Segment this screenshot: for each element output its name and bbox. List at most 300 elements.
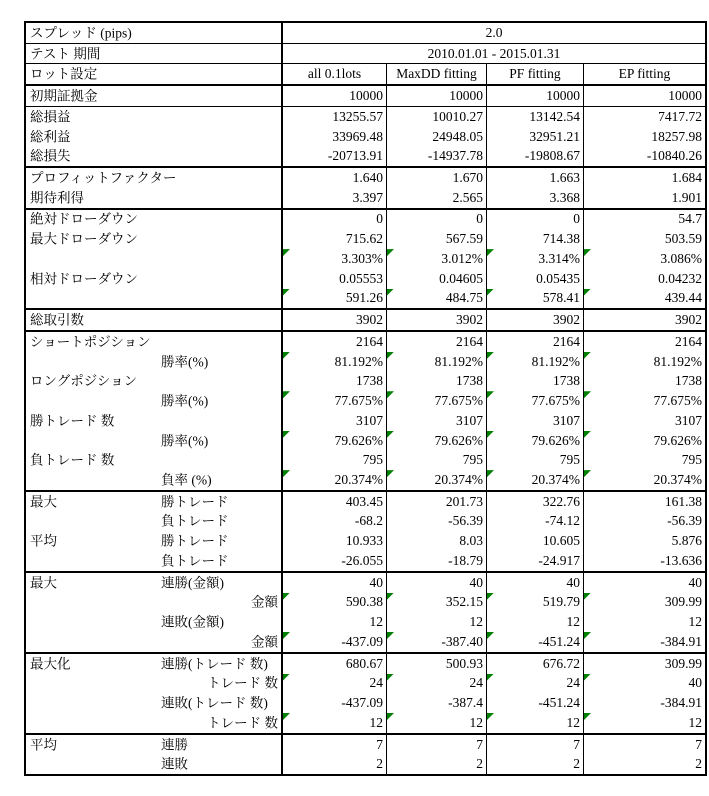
table-row	[26, 44, 705, 65]
merged-value-cell[interactable]: 2010.01.01 - 2015.01.31	[427, 45, 561, 61]
value-cell[interactable]	[387, 310, 487, 330]
cell-value: 3107	[675, 412, 702, 428]
row-label-cell[interactable]	[26, 107, 283, 127]
value-cell[interactable]	[487, 573, 584, 593]
value-cell[interactable]	[387, 632, 487, 652]
value-cell[interactable]	[487, 146, 584, 166]
cell-value: 77.675%	[531, 393, 580, 409]
row-label-cell[interactable]	[26, 411, 283, 431]
cell-value: 13255.57	[332, 108, 383, 124]
value-cell[interactable]	[487, 632, 584, 652]
row-sublabel: 金額	[251, 594, 278, 610]
green-triangle-icon	[387, 352, 394, 359]
value-cell[interactable]	[283, 654, 387, 674]
value-cell[interactable]	[584, 713, 705, 733]
cell-value: 10000	[546, 88, 580, 104]
cell-value: 33969.48	[332, 128, 383, 144]
value-cell[interactable]	[283, 210, 387, 230]
row-sublabel: 連敗	[161, 756, 188, 772]
column-header-cell[interactable]	[387, 64, 487, 84]
value-cell[interactable]	[487, 693, 584, 713]
value-cell[interactable]	[387, 229, 487, 249]
row-label-cell[interactable]	[26, 64, 283, 84]
row-label-cell[interactable]	[26, 249, 283, 269]
value-cell[interactable]	[487, 188, 584, 208]
value-cell[interactable]	[487, 310, 584, 330]
green-triangle-icon	[487, 391, 494, 398]
value-cell[interactable]	[487, 713, 584, 733]
value-cell[interactable]	[283, 674, 387, 694]
value-cell[interactable]	[584, 249, 705, 269]
cell-value: 484.75	[445, 290, 483, 306]
row-sublabel: トレード 数	[207, 715, 278, 731]
value-cell[interactable]	[283, 450, 387, 470]
cell-value: 500.93	[445, 655, 483, 671]
value-cell[interactable]	[387, 512, 487, 532]
cell-value: -451.24	[538, 695, 580, 711]
cell-value: 0.05553	[339, 270, 383, 286]
row-label: プロフィットファクター	[30, 170, 177, 186]
cell-value: 12	[566, 614, 580, 630]
value-cell[interactable]	[487, 492, 584, 512]
value-cell[interactable]	[387, 188, 487, 208]
cell-value: 3.368	[549, 189, 580, 205]
value-cell[interactable]	[487, 431, 584, 451]
green-triangle-icon	[487, 593, 494, 600]
table-row	[26, 289, 705, 311]
cell-value: 10010.27	[432, 108, 483, 124]
value-cell[interactable]	[487, 229, 584, 249]
value-cell[interactable]	[487, 612, 584, 632]
cell-value: 2164	[675, 333, 702, 349]
value-cell[interactable]	[283, 146, 387, 166]
cell-value: 3.086%	[660, 250, 702, 266]
cell-value: 2	[695, 756, 702, 772]
value-cell[interactable]	[283, 249, 387, 269]
value-cell[interactable]	[487, 269, 584, 289]
value-cell[interactable]	[283, 269, 387, 289]
row-label-cell[interactable]	[26, 44, 283, 64]
value-cell[interactable]	[584, 371, 705, 391]
value-cell[interactable]	[487, 332, 584, 352]
value-cell[interactable]	[283, 411, 387, 431]
cell-value: 20.374%	[434, 472, 483, 488]
value-cell[interactable]	[283, 107, 387, 127]
cell-value: 20.374%	[334, 472, 383, 488]
cell-value: 309.99	[664, 594, 702, 610]
value-cell[interactable]	[387, 210, 487, 230]
cell-value: 7	[376, 736, 383, 752]
row-label-cell[interactable]	[26, 492, 283, 512]
row-label-cell[interactable]	[26, 86, 283, 106]
cell-value: 10000	[349, 88, 383, 104]
value-cell[interactable]	[283, 332, 387, 352]
green-triangle-icon	[487, 352, 494, 359]
table-row	[26, 23, 705, 44]
row-sublabel: 連勝	[161, 736, 188, 752]
cell-value: 10000	[449, 88, 483, 104]
green-triangle-icon	[387, 713, 394, 720]
value-cell[interactable]	[584, 450, 705, 470]
value-cell[interactable]	[584, 391, 705, 411]
row-label-cell[interactable]	[26, 531, 283, 551]
table-row	[26, 210, 705, 230]
value-cell[interactable]	[487, 551, 584, 571]
row-label-cell[interactable]	[26, 654, 283, 674]
value-cell[interactable]	[584, 632, 705, 652]
value-cell[interactable]	[387, 289, 487, 309]
row-label-cell[interactable]	[26, 735, 283, 755]
value-cell[interactable]	[487, 470, 584, 490]
cell-value: 12	[469, 614, 483, 630]
table-row	[26, 107, 705, 127]
green-triangle-icon	[283, 352, 290, 359]
value-cell[interactable]	[487, 754, 584, 774]
value-cell[interactable]	[387, 654, 487, 674]
row-label-cell[interactable]	[26, 127, 283, 147]
row-label: ロット設定	[30, 66, 98, 82]
cell-value: 1.901	[671, 189, 702, 205]
row-sublabel: 勝率(%)	[161, 353, 209, 369]
row-label-cell[interactable]	[26, 391, 283, 411]
value-cell[interactable]	[283, 593, 387, 613]
value-cell[interactable]	[387, 531, 487, 551]
green-triangle-icon	[387, 593, 394, 600]
row-label-cell[interactable]	[26, 229, 283, 249]
value-cell[interactable]	[584, 352, 705, 372]
table-row	[26, 693, 705, 713]
value-cell[interactable]	[387, 450, 487, 470]
value-cell[interactable]	[387, 754, 487, 774]
row-label: 最大	[30, 494, 57, 509]
value-cell[interactable]	[584, 735, 705, 755]
table-row	[26, 86, 705, 107]
value-cell[interactable]	[487, 210, 584, 230]
value-cell[interactable]	[283, 612, 387, 632]
cell-value: 591.26	[345, 290, 383, 306]
row-label-cell[interactable]	[26, 573, 283, 593]
value-cell[interactable]	[584, 210, 705, 230]
cell-value: 3107	[553, 412, 580, 428]
green-triangle-icon	[584, 470, 591, 477]
table-row	[26, 332, 705, 352]
value-cell[interactable]	[283, 127, 387, 147]
value-cell[interactable]	[487, 371, 584, 391]
value-cell[interactable]	[584, 754, 705, 774]
value-cell[interactable]	[283, 512, 387, 532]
value-cell[interactable]	[387, 269, 487, 289]
value-cell[interactable]	[487, 86, 584, 106]
column-header-cell[interactable]	[487, 64, 584, 84]
value-cell[interactable]	[487, 735, 584, 755]
value-cell[interactable]	[584, 168, 705, 188]
value-cell[interactable]	[283, 713, 387, 733]
value-cell[interactable]	[283, 632, 387, 652]
green-triangle-icon	[584, 431, 591, 438]
value-cell[interactable]	[584, 289, 705, 309]
value-cell[interactable]	[584, 573, 705, 593]
cell-value: 2164	[553, 333, 580, 349]
cell-value: 1738	[456, 373, 483, 389]
column-header-label: MaxDD fitting	[396, 66, 477, 82]
value-cell[interactable]	[387, 735, 487, 755]
value-cell[interactable]	[283, 229, 387, 249]
green-triangle-icon	[487, 249, 494, 256]
value-cell[interactable]	[283, 573, 387, 593]
value-cell[interactable]	[584, 593, 705, 613]
row-label-cell[interactable]	[26, 470, 283, 490]
row-label-cell[interactable]	[26, 289, 283, 309]
value-cell[interactable]	[387, 371, 487, 391]
row-label: ショートポジション	[30, 334, 151, 350]
cell-value: 3107	[356, 412, 383, 428]
cell-value: 81.192%	[434, 353, 483, 369]
value-cell[interactable]	[584, 551, 705, 571]
column-header-cell[interactable]	[584, 64, 705, 84]
value-cell[interactable]	[584, 431, 705, 451]
cell-value: 1.670	[452, 170, 483, 185]
value-cell[interactable]	[387, 332, 487, 352]
value-cell[interactable]	[487, 289, 584, 309]
row-label-cell[interactable]	[26, 593, 283, 613]
value-cell[interactable]	[283, 352, 387, 372]
value-cell[interactable]	[283, 754, 387, 774]
cell-value: 79.626%	[434, 432, 483, 448]
value-cell[interactable]	[487, 593, 584, 613]
row-label-cell[interactable]	[26, 168, 283, 188]
value-cell[interactable]	[283, 289, 387, 309]
value-cell[interactable]	[387, 713, 487, 733]
cell-value: 81.192%	[334, 353, 383, 369]
value-cell[interactable]	[387, 693, 487, 713]
row-label: 期待利得	[30, 189, 84, 205]
row-sublabel: 勝率(%)	[161, 432, 209, 448]
value-cell[interactable]	[487, 249, 584, 269]
row-label-cell[interactable]	[26, 310, 283, 330]
table-row	[26, 188, 705, 210]
value-cell[interactable]	[584, 693, 705, 713]
value-cell[interactable]	[487, 391, 584, 411]
row-label: 平均	[30, 533, 57, 549]
value-cell[interactable]	[387, 249, 487, 269]
row-label-cell[interactable]	[26, 693, 283, 713]
cell-value: 2	[573, 756, 580, 772]
cell-value: -56.39	[448, 513, 483, 529]
value-cell[interactable]	[584, 470, 705, 490]
value-cell[interactable]	[283, 735, 387, 755]
value-cell[interactable]	[487, 107, 584, 127]
value-cell[interactable]	[283, 470, 387, 490]
value-cell[interactable]	[487, 531, 584, 551]
value-cell[interactable]	[283, 492, 387, 512]
cell-value: 24	[369, 675, 383, 691]
value-cell[interactable]	[584, 674, 705, 694]
value-cell[interactable]	[283, 431, 387, 451]
cell-value: 12	[688, 614, 702, 630]
row-label: ロングポジション	[30, 373, 138, 389]
cell-value: 7417.72	[658, 108, 702, 124]
row-label-cell[interactable]	[26, 210, 283, 230]
row-label: 初期証拠金	[30, 88, 98, 104]
value-cell[interactable]	[584, 188, 705, 208]
green-triangle-icon	[387, 391, 394, 398]
cell-value: 12	[369, 714, 383, 730]
cell-value: 77.675%	[653, 393, 702, 409]
row-label-cell[interactable]	[26, 713, 283, 733]
cell-value: -24.917	[538, 552, 580, 568]
row-label-cell[interactable]	[26, 23, 283, 43]
row-label: スプレッド (pips)	[30, 25, 132, 41]
cell-value: -18.79	[448, 552, 483, 568]
row-label-cell[interactable]	[26, 674, 283, 694]
table-row	[26, 531, 705, 551]
cell-value: -387.40	[441, 633, 483, 649]
value-cell[interactable]	[584, 411, 705, 431]
row-label-cell[interactable]	[26, 188, 283, 208]
row-label-cell[interactable]	[26, 371, 283, 391]
value-cell[interactable]	[584, 269, 705, 289]
column-header-label: all 0.1lots	[307, 66, 362, 82]
value-cell[interactable]	[387, 492, 487, 512]
column-header-label: EP fitting	[618, 66, 671, 82]
value-cell[interactable]	[487, 411, 584, 431]
value-cell[interactable]	[387, 391, 487, 411]
value-cell[interactable]	[283, 551, 387, 571]
row-label: 総取引数	[30, 312, 84, 328]
value-cell[interactable]	[487, 127, 584, 147]
value-cell[interactable]	[387, 107, 487, 127]
value-cell[interactable]	[387, 431, 487, 451]
table-row	[26, 612, 705, 632]
table-row	[26, 146, 705, 168]
row-label-cell[interactable]	[26, 754, 283, 774]
cell-value: 24	[469, 675, 483, 691]
cell-value: 20.374%	[653, 472, 702, 488]
cell-value: 1.663	[549, 170, 580, 185]
cell-value: 439.44	[664, 290, 702, 306]
table-row	[26, 654, 705, 674]
value-cell[interactable]	[387, 411, 487, 431]
cell-value: 7	[573, 736, 580, 752]
row-label-cell[interactable]	[26, 146, 283, 166]
row-label: テスト 期間	[30, 45, 101, 61]
row-label-cell[interactable]	[26, 450, 283, 470]
value-cell[interactable]	[487, 674, 584, 694]
row-label-cell[interactable]	[26, 512, 283, 532]
merged-value-cell[interactable]: 2.0	[485, 24, 503, 40]
value-cell[interactable]	[283, 391, 387, 411]
cell-value: 0.04605	[439, 270, 483, 286]
table-row	[26, 470, 705, 492]
value-cell[interactable]	[283, 371, 387, 391]
cell-value: -451.24	[538, 633, 580, 649]
value-cell[interactable]	[387, 551, 487, 571]
value-cell[interactable]	[387, 470, 487, 490]
value-cell[interactable]	[387, 612, 487, 632]
value-cell[interactable]	[487, 654, 584, 674]
row-label-cell[interactable]	[26, 352, 283, 372]
value-cell[interactable]	[584, 531, 705, 551]
cell-value: 201.73	[445, 493, 483, 509]
value-cell[interactable]	[387, 86, 487, 106]
row-label-cell[interactable]	[26, 269, 283, 289]
value-cell[interactable]	[283, 693, 387, 713]
value-cell[interactable]	[387, 593, 487, 613]
green-triangle-icon	[487, 674, 494, 681]
table-row	[26, 573, 705, 593]
cell-value: 567.59	[445, 231, 483, 247]
cell-value: 7	[476, 736, 483, 752]
value-cell[interactable]	[387, 146, 487, 166]
cell-value: 77.675%	[434, 393, 483, 409]
value-cell[interactable]	[283, 168, 387, 188]
green-triangle-icon	[283, 431, 290, 438]
cell-value: -74.12	[545, 513, 580, 529]
cell-value: 40	[688, 675, 702, 691]
row-label-cell[interactable]	[26, 332, 283, 352]
row-label-cell[interactable]	[26, 431, 283, 451]
cell-value: 81.192%	[531, 353, 580, 369]
value-cell[interactable]	[283, 86, 387, 106]
value-cell[interactable]	[584, 332, 705, 352]
value-cell[interactable]	[283, 531, 387, 551]
cell-value: 519.79	[542, 594, 580, 610]
value-cell[interactable]	[387, 573, 487, 593]
value-cell[interactable]	[283, 188, 387, 208]
row-sublabel: 連敗(トレード 数)	[161, 695, 268, 711]
cell-value: 10000	[668, 88, 702, 104]
value-cell[interactable]	[584, 612, 705, 632]
green-triangle-icon	[584, 674, 591, 681]
value-cell[interactable]	[584, 146, 705, 166]
row-sublabel: 勝率(%)	[161, 393, 209, 409]
table-row	[26, 249, 705, 269]
row-label-cell[interactable]	[26, 632, 283, 652]
table-row	[26, 411, 705, 431]
value-cell[interactable]	[487, 512, 584, 532]
value-cell[interactable]	[584, 492, 705, 512]
value-cell[interactable]	[283, 310, 387, 330]
value-cell[interactable]	[584, 127, 705, 147]
cell-value: 18257.98	[651, 128, 702, 144]
cell-value: 2164	[356, 333, 383, 349]
cell-value: 3107	[456, 412, 483, 428]
cell-value: 352.15	[445, 594, 483, 610]
green-triangle-icon	[487, 289, 494, 296]
column-header-cell[interactable]	[283, 64, 387, 84]
value-cell[interactable]	[584, 107, 705, 127]
value-cell[interactable]	[387, 352, 487, 372]
value-cell[interactable]	[387, 168, 487, 188]
value-cell[interactable]	[584, 512, 705, 532]
value-cell[interactable]	[487, 352, 584, 372]
cell-value: 2	[376, 756, 383, 772]
cell-value: 7	[695, 736, 702, 752]
value-cell[interactable]	[584, 229, 705, 249]
green-triangle-icon	[584, 391, 591, 398]
row-label-cell[interactable]	[26, 612, 283, 632]
value-cell[interactable]	[387, 674, 487, 694]
value-cell[interactable]	[584, 654, 705, 674]
value-cell[interactable]	[387, 127, 487, 147]
cell-value: 1738	[356, 373, 383, 389]
value-cell[interactable]	[487, 450, 584, 470]
value-cell[interactable]	[584, 310, 705, 330]
value-cell[interactable]	[487, 168, 584, 188]
row-label-cell[interactable]	[26, 551, 283, 571]
row-sublabel: 勝トレード	[161, 494, 229, 509]
value-cell[interactable]	[584, 86, 705, 106]
